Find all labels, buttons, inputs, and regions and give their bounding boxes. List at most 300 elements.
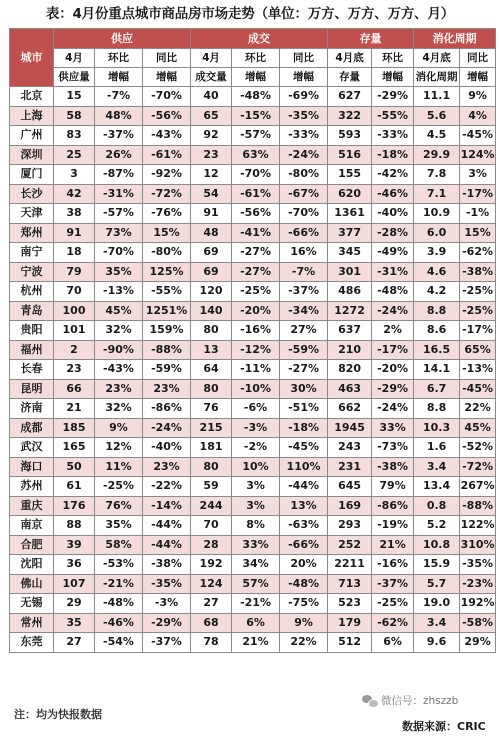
value-cell: 50 [54, 457, 95, 477]
group-header-cycle: 消化周期 [414, 29, 496, 49]
value-cell: 9% [280, 613, 328, 633]
value-cell: -72% [460, 457, 496, 477]
city-cell: 合肥 [10, 535, 54, 555]
value-cell: 32% [95, 399, 143, 419]
value-cell: 92 [191, 126, 232, 146]
value-cell: 14.1 [414, 360, 460, 380]
value-cell: -38% [372, 457, 414, 477]
value-cell: 19.0 [414, 594, 460, 614]
value-cell: 4% [460, 106, 496, 126]
value-cell: -33% [280, 126, 328, 146]
value-cell: -48% [232, 87, 280, 107]
city-cell: 东莞 [10, 633, 54, 653]
value-cell: 80 [191, 321, 232, 341]
value-cell: -14% [143, 496, 191, 516]
value-cell: -24% [143, 418, 191, 438]
value-cell: -37% [95, 126, 143, 146]
value-cell: 66 [54, 379, 95, 399]
group-header-stock: 存量 [328, 29, 414, 49]
city-cell: 郑州 [10, 223, 54, 243]
value-cell: 38 [54, 204, 95, 224]
city-cell: 杭州 [10, 282, 54, 302]
value-cell: -48% [280, 574, 328, 594]
value-cell: -23% [460, 574, 496, 594]
value-cell: 23% [143, 379, 191, 399]
value-cell: 4.5 [414, 126, 460, 146]
value-cell: -67% [280, 184, 328, 204]
value-cell: -27% [280, 360, 328, 380]
value-cell: -37% [143, 633, 191, 653]
city-cell: 武汉 [10, 438, 54, 458]
value-cell: -10% [232, 379, 280, 399]
value-cell: 20% [280, 555, 328, 575]
value-cell: 6.7 [414, 379, 460, 399]
column-subheader: 增幅 [232, 68, 280, 87]
value-cell: -86% [372, 496, 414, 516]
value-cell: 8.6 [414, 321, 460, 341]
value-cell: 57% [232, 574, 280, 594]
city-cell: 重庆 [10, 496, 54, 516]
value-cell: -19% [372, 516, 414, 536]
city-cell: 上海 [10, 106, 54, 126]
value-cell: -44% [280, 477, 328, 497]
value-cell: 13.4 [414, 477, 460, 497]
value-cell: -29% [143, 613, 191, 633]
value-cell: -27% [232, 243, 280, 263]
value-cell: 28 [191, 535, 232, 555]
value-cell: -57% [232, 126, 280, 146]
value-cell: -13% [460, 360, 496, 380]
value-cell: 88 [54, 516, 95, 536]
table-row [10, 555, 496, 575]
value-cell: 3.4 [414, 457, 460, 477]
value-cell: -58% [460, 613, 496, 633]
value-cell: 12 [191, 165, 232, 185]
value-cell: -86% [143, 399, 191, 419]
city-cell: 青岛 [10, 301, 54, 321]
value-cell: 21 [54, 399, 95, 419]
value-cell: 65 [191, 106, 232, 126]
column-subheader: 增幅 [460, 68, 496, 87]
value-cell: 3.4 [414, 613, 460, 633]
value-cell: 29 [54, 594, 95, 614]
value-cell: 185 [54, 418, 95, 438]
value-cell: -45% [460, 126, 496, 146]
value-cell: 122% [460, 516, 496, 536]
column-subheader: 同比 [460, 49, 496, 68]
column-subheader: 同比 [143, 49, 191, 68]
value-cell: 16% [280, 243, 328, 263]
value-cell: -2% [232, 438, 280, 458]
value-cell: -46% [95, 613, 143, 633]
value-cell: 59 [191, 477, 232, 497]
value-cell: -56% [232, 204, 280, 224]
value-cell: -29% [372, 87, 414, 107]
value-cell: 35% [95, 262, 143, 282]
value-cell: -24% [280, 145, 328, 165]
value-cell: -25% [460, 301, 496, 321]
city-cell: 昆明 [10, 379, 54, 399]
value-cell: -45% [460, 379, 496, 399]
value-cell: 33% [232, 535, 280, 555]
value-cell: 15 [54, 87, 95, 107]
value-cell: 179 [328, 613, 372, 633]
value-cell: -87% [95, 165, 143, 185]
value-cell: -17% [460, 184, 496, 204]
value-cell: 10.3 [414, 418, 460, 438]
value-cell: 40 [191, 87, 232, 107]
value-cell: 3% [232, 496, 280, 516]
column-subheader: 成交量 [191, 68, 232, 87]
value-cell: -38% [143, 555, 191, 575]
value-cell: 110% [280, 457, 328, 477]
group-header-supply: 供应 [54, 29, 191, 49]
value-cell: -52% [460, 438, 496, 458]
city-cell: 广州 [10, 126, 54, 146]
value-cell: -46% [372, 184, 414, 204]
value-cell: -69% [280, 87, 328, 107]
value-cell: 125% [143, 262, 191, 282]
value-cell: 58 [54, 106, 95, 126]
city-cell: 成都 [10, 418, 54, 438]
value-cell: 68 [191, 613, 232, 633]
value-cell: 120 [191, 282, 232, 302]
value-cell: 2% [372, 321, 414, 341]
value-cell: 69 [191, 262, 232, 282]
value-cell: 23 [54, 360, 95, 380]
value-cell: 627 [328, 87, 372, 107]
value-cell: -80% [143, 243, 191, 263]
table-row [10, 321, 496, 341]
value-cell: 27% [280, 321, 328, 341]
city-cell: 沈阳 [10, 555, 54, 575]
table-title: 表：4月份重点城市商品房市场走势（单位：万方、万方、万方、月） [45, 6, 455, 22]
table-row [10, 496, 496, 516]
value-cell: 176 [54, 496, 95, 516]
table-row [10, 145, 496, 165]
value-cell: 15% [460, 223, 496, 243]
value-cell: -11% [232, 360, 280, 380]
value-cell: -35% [280, 106, 328, 126]
value-cell: -16% [372, 555, 414, 575]
value-cell: 620 [328, 184, 372, 204]
value-cell: 26% [95, 145, 143, 165]
value-cell: 35 [54, 613, 95, 633]
value-cell: 8.8 [414, 399, 460, 419]
value-cell: 377 [328, 223, 372, 243]
city-cell: 南宁 [10, 243, 54, 263]
value-cell: -43% [95, 360, 143, 380]
value-cell: -34% [280, 301, 328, 321]
value-cell: 1361 [328, 204, 372, 224]
value-cell: 516 [328, 145, 372, 165]
table-row [10, 184, 496, 204]
value-cell: -62% [372, 613, 414, 633]
value-cell: 252 [328, 535, 372, 555]
column-subheader: 4月底 [328, 49, 372, 68]
value-cell: 267% [460, 477, 496, 497]
value-cell: 593 [328, 126, 372, 146]
value-cell: -15% [232, 106, 280, 126]
value-cell: 8% [232, 516, 280, 536]
value-cell: -3% [232, 418, 280, 438]
value-cell: -12% [232, 340, 280, 360]
value-cell: -61% [232, 184, 280, 204]
city-cell: 深圳 [10, 145, 54, 165]
value-cell: 5.6 [414, 106, 460, 126]
table-row [10, 243, 496, 263]
value-cell: 345 [328, 243, 372, 263]
table-row [10, 418, 496, 438]
value-cell: 69 [191, 243, 232, 263]
table-row [10, 438, 496, 458]
value-cell: -70% [95, 243, 143, 263]
value-cell: -55% [372, 106, 414, 126]
value-cell: 13 [191, 340, 232, 360]
value-cell: 76% [95, 496, 143, 516]
value-cell: 165 [54, 438, 95, 458]
city-header: 城市 [10, 29, 54, 87]
value-cell: 1251% [143, 301, 191, 321]
value-cell: 155 [328, 165, 372, 185]
value-cell: -62% [460, 243, 496, 263]
value-cell: 79% [372, 477, 414, 497]
value-cell: 244 [191, 496, 232, 516]
value-cell: -37% [372, 574, 414, 594]
value-cell: 637 [328, 321, 372, 341]
column-subheader: 增幅 [372, 68, 414, 87]
value-cell: -35% [143, 574, 191, 594]
value-cell: -18% [372, 145, 414, 165]
value-cell: 76 [191, 399, 232, 419]
value-cell: 48% [95, 106, 143, 126]
value-cell: 6.0 [414, 223, 460, 243]
value-cell: -72% [143, 184, 191, 204]
column-subheader: 环比 [95, 49, 143, 68]
value-cell: -3% [143, 594, 191, 614]
value-cell: 463 [328, 379, 372, 399]
value-cell: -31% [372, 262, 414, 282]
value-cell: -16% [232, 321, 280, 341]
value-cell: 124 [191, 574, 232, 594]
value-cell: 6% [232, 613, 280, 633]
wechat-id: 微信号：zhszzb [381, 695, 459, 707]
value-cell: 78 [191, 633, 232, 653]
column-subheader: 4月 [54, 49, 95, 68]
value-cell: 22% [460, 399, 496, 419]
value-cell: 1.6 [414, 438, 460, 458]
value-cell: -35% [460, 555, 496, 575]
value-cell: 13% [280, 496, 328, 516]
value-cell: -29% [372, 379, 414, 399]
city-cell: 长春 [10, 360, 54, 380]
value-cell: -48% [95, 594, 143, 614]
value-cell: -63% [280, 516, 328, 536]
value-cell: 91 [54, 223, 95, 243]
value-cell: -92% [143, 165, 191, 185]
value-cell: 7.1 [414, 184, 460, 204]
value-cell: -20% [232, 301, 280, 321]
value-cell: 159% [143, 321, 191, 341]
value-cell: -73% [372, 438, 414, 458]
column-subheader: 消化周期 [414, 68, 460, 87]
value-cell: -21% [232, 594, 280, 614]
value-cell: 23 [191, 145, 232, 165]
value-cell: -17% [460, 321, 496, 341]
value-cell: -22% [143, 477, 191, 497]
value-cell: -66% [280, 223, 328, 243]
city-cell: 南京 [10, 516, 54, 536]
value-cell: 2211 [328, 555, 372, 575]
value-cell: 512 [328, 633, 372, 653]
value-cell: -55% [143, 282, 191, 302]
value-cell: -48% [372, 282, 414, 302]
value-cell: 22% [280, 633, 328, 653]
value-cell: 310% [460, 535, 496, 555]
value-cell: 23% [143, 457, 191, 477]
value-cell: 5.2 [414, 516, 460, 536]
value-cell: 192 [191, 555, 232, 575]
value-cell: 54 [191, 184, 232, 204]
table-row [10, 301, 496, 321]
column-subheader: 环比 [372, 49, 414, 68]
value-cell: -20% [372, 360, 414, 380]
value-cell: -41% [232, 223, 280, 243]
value-cell: -88% [460, 496, 496, 516]
value-cell: 2 [54, 340, 95, 360]
value-cell: 101 [54, 321, 95, 341]
value-cell: 3% [232, 477, 280, 497]
column-subheader: 环比 [232, 49, 280, 68]
table-row [10, 399, 496, 419]
table-row [10, 477, 496, 497]
value-cell: -44% [143, 516, 191, 536]
value-cell: -59% [280, 340, 328, 360]
city-cell: 济南 [10, 399, 54, 419]
value-cell: -17% [372, 340, 414, 360]
value-cell: -80% [280, 165, 328, 185]
value-cell: 1272 [328, 301, 372, 321]
city-cell: 天津 [10, 204, 54, 224]
table-row [10, 594, 496, 614]
value-cell: 27 [54, 633, 95, 653]
value-cell: 713 [328, 574, 372, 594]
value-cell: -56% [143, 106, 191, 126]
value-cell: 3 [54, 165, 95, 185]
city-cell: 贵阳 [10, 321, 54, 341]
value-cell: 35% [95, 516, 143, 536]
value-cell: 8.8 [414, 301, 460, 321]
table-row [10, 106, 496, 126]
value-cell: 7.8 [414, 165, 460, 185]
value-cell: -18% [280, 418, 328, 438]
value-cell: 293 [328, 516, 372, 536]
value-cell: 10.8 [414, 535, 460, 555]
value-cell: -28% [372, 223, 414, 243]
table-row [10, 165, 496, 185]
value-cell: 9.6 [414, 633, 460, 653]
value-cell: 243 [328, 438, 372, 458]
value-cell: -31% [95, 184, 143, 204]
value-cell: 192% [460, 594, 496, 614]
value-cell: 64 [191, 360, 232, 380]
value-cell: -6% [232, 399, 280, 419]
value-cell: 645 [328, 477, 372, 497]
city-cell: 厦门 [10, 165, 54, 185]
value-cell: -33% [372, 126, 414, 146]
value-cell: -53% [95, 555, 143, 575]
column-subheader: 4月底 [414, 49, 460, 68]
value-cell: 486 [328, 282, 372, 302]
column-subheader: 增幅 [95, 68, 143, 87]
table-row [10, 282, 496, 302]
value-cell: -24% [372, 301, 414, 321]
value-cell: 11% [95, 457, 143, 477]
column-subheader: 存量 [328, 68, 372, 87]
value-cell: -1% [460, 204, 496, 224]
value-cell: -27% [232, 262, 280, 282]
value-cell: 0.8 [414, 496, 460, 516]
value-cell: 662 [328, 399, 372, 419]
value-cell: 100 [54, 301, 95, 321]
value-cell: 58% [95, 535, 143, 555]
value-cell: 6% [372, 633, 414, 653]
city-cell: 海口 [10, 457, 54, 477]
city-cell: 常州 [10, 613, 54, 633]
value-cell: 39 [54, 535, 95, 555]
value-cell: -49% [372, 243, 414, 263]
table-row [10, 633, 496, 653]
value-cell: 33% [372, 418, 414, 438]
value-cell: 15.9 [414, 555, 460, 575]
group-header-deal: 成交 [191, 29, 328, 49]
city-cell: 北京 [10, 87, 54, 107]
wechat-watermark [362, 693, 458, 708]
value-cell: 18 [54, 243, 95, 263]
value-cell: 45% [460, 418, 496, 438]
value-cell: -24% [372, 399, 414, 419]
value-cell: -75% [280, 594, 328, 614]
value-cell: -61% [143, 145, 191, 165]
value-cell: 63% [232, 145, 280, 165]
value-cell: 322 [328, 106, 372, 126]
value-cell: 23% [95, 379, 143, 399]
value-cell: -42% [372, 165, 414, 185]
value-cell: -66% [280, 535, 328, 555]
value-cell: 4.6 [414, 262, 460, 282]
value-cell: 21% [232, 633, 280, 653]
value-cell: 140 [191, 301, 232, 321]
footer-note: 注：均为快报数据 [14, 708, 102, 721]
column-subheader: 供应量 [54, 68, 95, 87]
value-cell: 210 [328, 340, 372, 360]
column-subheader: 增幅 [280, 68, 328, 87]
market-table [9, 28, 496, 653]
value-cell: -25% [232, 282, 280, 302]
value-cell: 181 [191, 438, 232, 458]
value-cell: 15% [143, 223, 191, 243]
value-cell: 10.9 [414, 204, 460, 224]
wechat-icon [362, 695, 378, 707]
value-cell: 12% [95, 438, 143, 458]
value-cell: -25% [95, 477, 143, 497]
column-subheader: 同比 [280, 49, 328, 68]
value-cell: -38% [460, 262, 496, 282]
value-cell: 27 [191, 594, 232, 614]
value-cell: -7% [280, 262, 328, 282]
value-cell: -70% [280, 204, 328, 224]
table-row [10, 126, 496, 146]
